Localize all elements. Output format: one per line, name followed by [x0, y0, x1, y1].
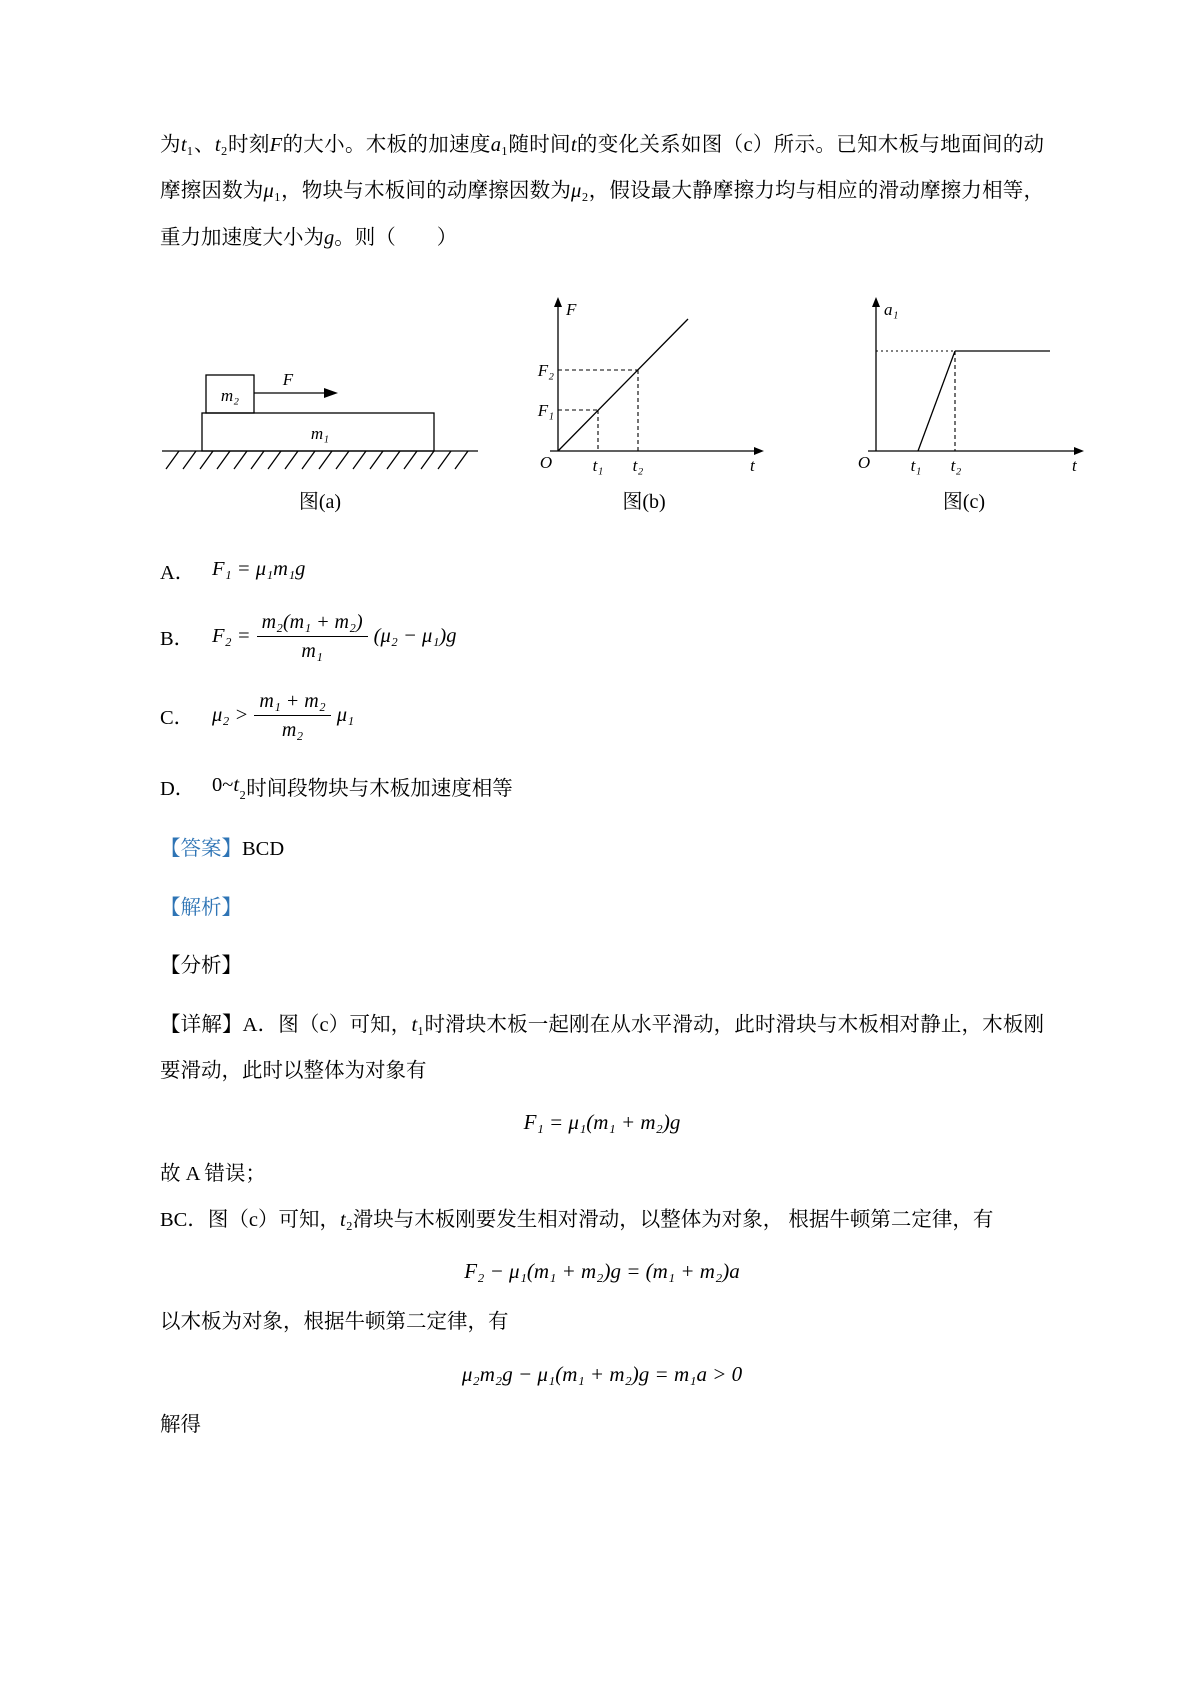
answer-label: 【答案】 [160, 837, 242, 860]
jiexi-label: 【解析】 [160, 896, 242, 919]
option-b-expression [212, 609, 456, 664]
intro-paragraph: 为t₁、t₂时刻F的大小。木板的加速度a₁随时间t的变化关系如图（c）所示。已知木板与地面间的动摩擦因数为μ₁，物块与木板间的动摩擦因数为μ₂，假设最大静摩擦力均与相应的滑动摩擦力相等，重力加速度大小为g。则（ ） [160, 134, 1045, 249]
b-f1-label: F₁ [537, 400, 554, 420]
option-b-label: B． [160, 628, 195, 651]
board-mass-label: m₁ [310, 423, 330, 443]
b-force-line [558, 319, 688, 451]
b-x-axis-arrow [754, 447, 764, 455]
block-mass-label: m₂ [220, 385, 240, 405]
b-t2-label: t₂ [632, 455, 644, 475]
option-c-denominator: m₂ [281, 718, 304, 741]
option-d-label: D． [160, 777, 196, 800]
b-origin-label: O [539, 452, 553, 472]
equation-1: F₁ = μ₁(m₁ + m₂)g [523, 1110, 681, 1135]
option-c-label: C． [160, 707, 195, 730]
detail-paragraph-2: 故 A 错误； [160, 1162, 266, 1185]
document-page [160, 122, 1077, 1448]
option-c-tail: μ₁ [336, 703, 355, 726]
option-a [160, 555, 1044, 585]
c-rise-segment [918, 351, 955, 451]
figure-c [838, 293, 1090, 514]
option-c-lead: μ₂ > [212, 703, 249, 726]
b-t1-label: t₁ [592, 455, 604, 475]
equation-3: μ₂m₂g − μ₁(m₁ + m₂)g = m₁a > 0 [461, 1361, 743, 1386]
detail-paragraph-1: 【详解】A．图（c）可知，t₁时滑块木板一起刚在从水平滑动，此时滑块与木板相对静止，木板刚要滑动，此时以整体为对象有 [160, 1013, 1044, 1082]
ground-hatching [166, 451, 468, 469]
figure-a-drawing [160, 293, 480, 485]
c-y-axis-label: a₁ [884, 299, 899, 319]
equation-2: F₂ − μ₁(m₁ + m₂)g = (m₁ + m₂)a [464, 1259, 740, 1284]
c-origin-label: O [857, 452, 871, 472]
c-x-axis-label: t [1072, 455, 1077, 475]
figure-c-caption: 图(c) [942, 490, 986, 513]
figure-b-graph [518, 293, 770, 485]
c-x-axis-arrow [1074, 447, 1084, 455]
option-d-text: 0~ t ₂时间段物块与木板加速度相等 [212, 774, 513, 800]
figure-a [160, 293, 480, 514]
detail-paragraph-5: 解得 [160, 1414, 201, 1437]
option-b-denominator: m₁ [301, 639, 323, 662]
detail-paragraph-4: 以木板为对象，根据牛顿第二定律，有 [160, 1311, 509, 1334]
figure-b-caption: 图(b) [622, 490, 666, 513]
option-b-numerator: m₂(m₁ + m₂) [257, 609, 368, 637]
force-label: F [282, 369, 294, 389]
c-t2-label: t₂ [950, 455, 962, 475]
option-c [160, 688, 1044, 743]
option-b [160, 609, 1044, 664]
option-c-numerator: m₁ + m₂ [254, 688, 330, 716]
figure-row [160, 293, 1077, 525]
b-y-axis-arrow [554, 297, 562, 307]
option-c-expression [212, 688, 354, 743]
force-arrow-head [324, 388, 338, 398]
figure-c-graph [838, 293, 1090, 485]
b-y-axis-label: F [566, 299, 577, 319]
b-f2-label: F₂ [537, 360, 554, 380]
option-a-text: F₁ = μ₁m₁g [212, 558, 306, 581]
c-t1-label: t₁ [910, 455, 922, 475]
fenxi-label: 【分析】 [160, 955, 242, 978]
option-b-tail: (μ₂ − μ₁)g [373, 624, 457, 647]
option-d [160, 771, 1044, 801]
answer-value: BCD [242, 837, 285, 860]
option-b-fraction [257, 609, 368, 664]
detail-paragraph-3: BC．图（c）可知，t₂滑块与木板刚要发生相对滑动，以整体为对象， 根据牛顿第二定律，有 [160, 1208, 994, 1231]
option-c-fraction [254, 688, 330, 743]
c-y-axis-arrow [872, 297, 880, 307]
b-x-axis-label: t [750, 455, 755, 475]
figure-b [518, 293, 770, 514]
option-a-label: A． [160, 561, 196, 584]
answer-line [160, 835, 1044, 864]
figure-a-caption: 图(a) [298, 490, 342, 513]
option-b-lead: F₂ = [212, 624, 251, 647]
